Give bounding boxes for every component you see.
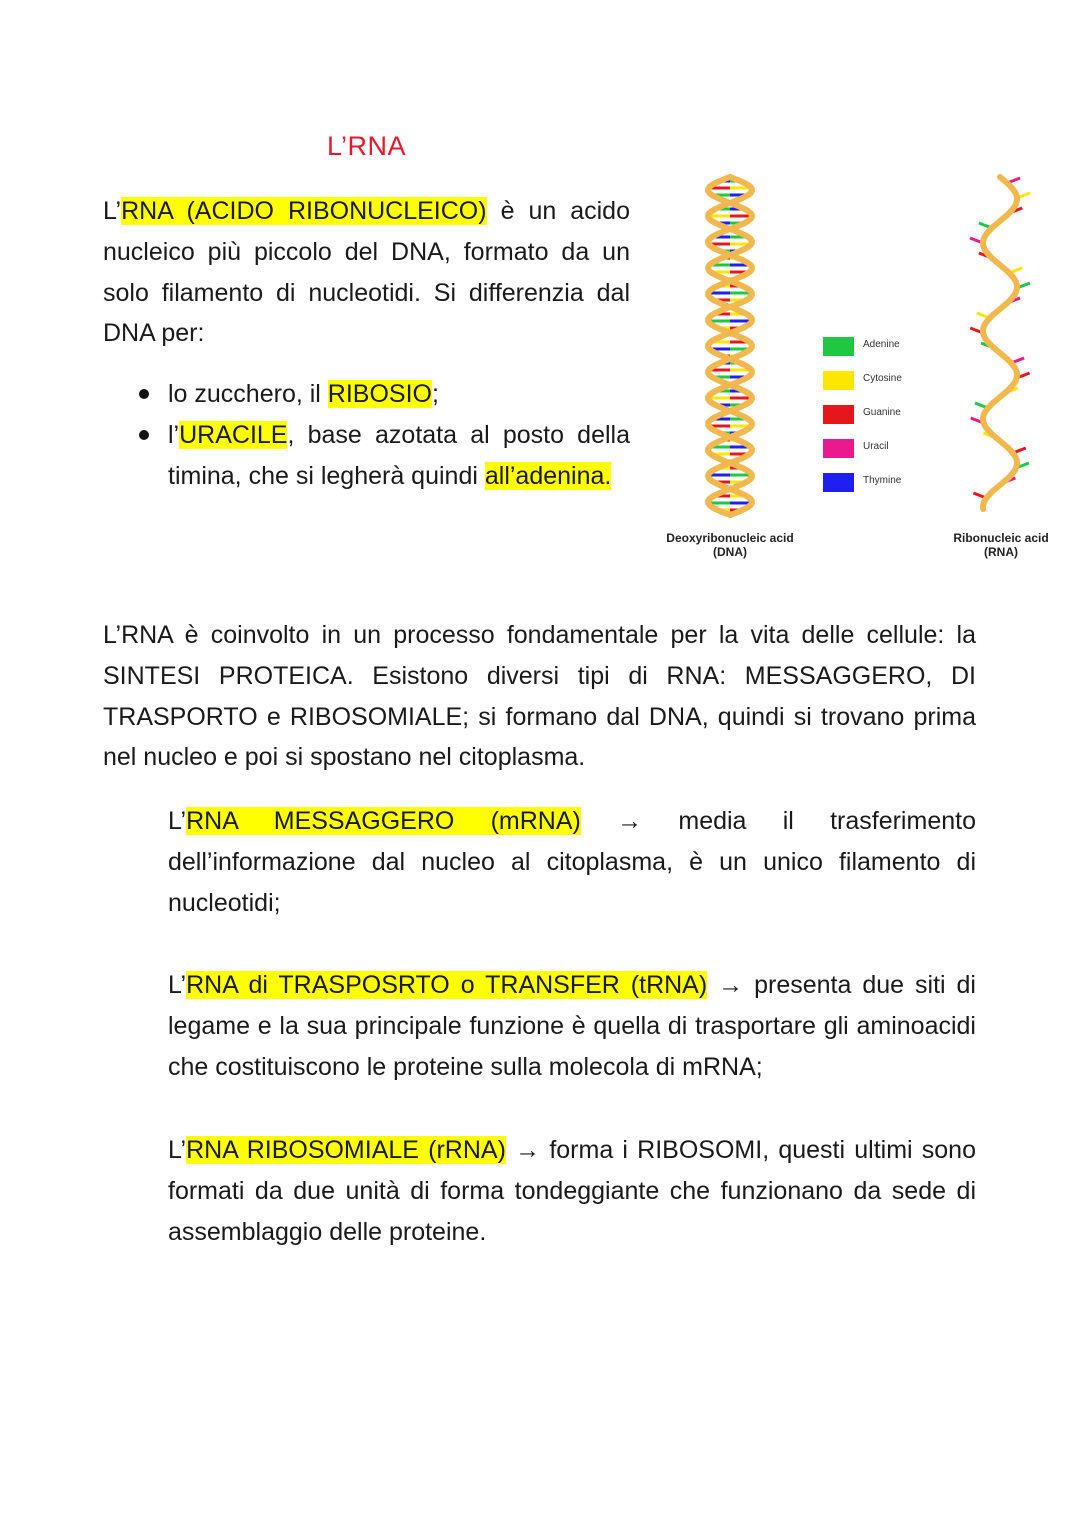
arrow-icon: → (580, 807, 679, 835)
legend-swatch (823, 439, 854, 458)
rna-caption (930, 531, 1072, 559)
item-highlight: URACILE (179, 420, 288, 449)
legend-swatch (823, 337, 854, 356)
differences-list (103, 374, 630, 496)
item-text: ; (431, 380, 439, 408)
caption-line: Ribonucleic acid (953, 531, 1049, 545)
list-item (103, 1130, 976, 1252)
dna-caption (650, 531, 810, 559)
legend-label: Cytosine (863, 373, 902, 384)
caption-line: Deoxyribonucleic acid (666, 531, 794, 545)
dna-backbone-strand (708, 177, 752, 515)
page-title: L’RNA (327, 131, 407, 161)
item-text: l’ (168, 420, 180, 449)
helix-illustration (650, 165, 1060, 530)
synthesis-paragraph: L’RNA è coinvolto in un processo fondamentale per la vita delle cellule: la SINTESI PROTEICA. Esistono diversi tipi di RNA: MESSAGGERO, DI TRASPORTO e RIBOSOMIALE; si formano dal DNA, quindi si trovano prima nel nucleo e poi si spostano nel citoplasma. (103, 621, 976, 772)
list-item (103, 801, 976, 923)
item-text: L’ (168, 971, 187, 999)
arrow-icon: → (505, 1136, 550, 1164)
legend-swatch (823, 473, 854, 492)
item-highlight: RIBOSIO (327, 380, 432, 408)
list-item (103, 374, 630, 415)
legend-label: Thymine (863, 475, 902, 486)
caption-line: (RNA) (984, 545, 1018, 559)
dna-rna-figure (650, 165, 1060, 570)
item-text: lo zucchero, il (168, 380, 328, 408)
rna-type-mrna (103, 801, 976, 923)
rna-type-trna (103, 965, 976, 1087)
item-highlight: RNA MESSAGGERO (mRNA) (186, 807, 581, 835)
legend-label: Uracil (863, 441, 889, 452)
list-item (103, 415, 630, 497)
list-item (103, 965, 976, 1087)
item-text: L’ (168, 807, 187, 835)
item-text: , base azotata al posto della timina, che si legherà quindi (168, 420, 630, 490)
item-text: presenta due siti di legame e la sua principale funzione è quella di trasportare gli aminoacidi che costituiscono le proteine sulla molecola di mRNA; (168, 971, 976, 1081)
arrow-icon: → (707, 971, 755, 999)
item-highlight: all’adenina. (484, 461, 612, 490)
legend-label: Adenine (863, 339, 900, 350)
intro-post: è un acido nucleico più piccolo del DNA, formato da un solo filamento di nucleotidi. Si differenzia dal DNA per: (103, 197, 630, 348)
item-highlight: RNA di TRASPOSRTO o TRANSFER (tRNA) (186, 971, 708, 999)
item-text: L’ (168, 1136, 187, 1164)
legend-swatch (823, 371, 854, 390)
item-text: forma i RIBOSOMI, questi ultimi sono formati da due unità di forma tondeggiante che funzionano da sede di assemblaggio delle proteine. (168, 1136, 976, 1246)
caption-line: (DNA) (713, 545, 747, 559)
legend-swatch (823, 405, 854, 424)
item-text: media il trasferimento dell’informazione dal nucleo al citoplasma, è un unico filamento di nucleotidi; (168, 807, 976, 917)
legend-label: Guanine (863, 407, 901, 418)
rna-type-rrna (103, 1130, 976, 1252)
intro-pre: L’ (103, 197, 122, 225)
item-highlight: RNA RIBOSOMIALE (rRNA) (186, 1136, 506, 1164)
intro-highlight: RNA (ACIDO RIBONUCLEICO) (121, 197, 487, 225)
intro-paragraph (103, 191, 630, 354)
